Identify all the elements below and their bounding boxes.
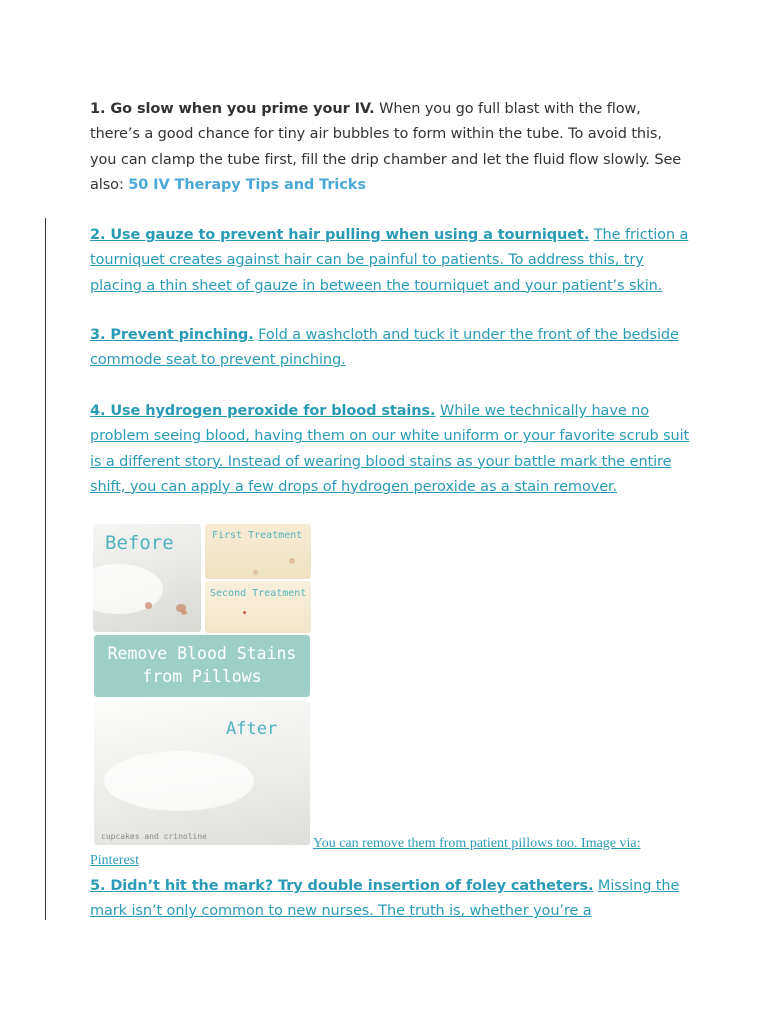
see-also-label: See also: bbox=[90, 151, 682, 193]
tip-2-heading[interactable]: 2. Use gauze to prevent hair pulling when using a tourniquet. bbox=[90, 227, 590, 243]
blood-stain-collage-image[interactable] bbox=[93, 522, 311, 846]
tip-1-paragraph bbox=[90, 97, 690, 198]
image-caption-link[interactable]: You can remove them from patient pillows too. Image via: bbox=[313, 836, 641, 851]
pinterest-link[interactable]: Pinterest bbox=[90, 853, 139, 868]
banner-line-2: from Pillows bbox=[142, 667, 262, 686]
tip-2-paragraph bbox=[90, 223, 690, 299]
first-treatment-photo bbox=[205, 524, 311, 579]
tip-3-paragraph bbox=[90, 323, 690, 374]
banner-line-1: Remove Blood Stains bbox=[107, 644, 297, 663]
remove-blood-stains-banner bbox=[94, 635, 310, 697]
tip-3-heading[interactable]: 3. Prevent pinching. bbox=[90, 327, 254, 343]
see-also-link[interactable]: 50 IV Therapy Tips and Tricks bbox=[128, 176, 366, 193]
tip-5-heading[interactable]: 5. Didn’t hit the mark? Try double insertion of foley catheters. bbox=[90, 878, 594, 894]
first-treatment-label: First Treatment bbox=[212, 530, 303, 541]
after-label: After bbox=[226, 719, 278, 739]
tip-4-heading[interactable]: 4. Use hydrogen peroxide for blood stains. bbox=[90, 403, 436, 419]
tip-4-body[interactable]: While we technically have no problem seeing blood, having them on our white uniform or your favorite scrub suit is a different story. Instead of wearing blood stains as your battle mark the entire shift, you can apply a few drops of hydrogen peroxide as a stain remover. bbox=[90, 403, 690, 495]
before-label: Before bbox=[105, 532, 174, 554]
before-pillow-photo bbox=[93, 524, 201, 632]
tip-5-paragraph bbox=[90, 874, 690, 925]
tip-1-body: When you go full blast with the flow, there’s a good chance for tiny air bubbles to form within the tube. To avoid this, you can clamp the tube first, fill the drip chamber and let the fluid flow slowly. bbox=[90, 101, 662, 168]
left-margin-rule bbox=[45, 218, 46, 920]
tip-3-body[interactable]: Fold a washcloth and tuck it under the front of the bedside commode seat to prevent pinching. bbox=[90, 327, 679, 369]
tip-5-body[interactable]: Missing the mark isn’t only common to new nurses. The truth is, whether you’re a bbox=[90, 878, 680, 920]
tip-1-heading: 1. Go slow when you prime your IV. bbox=[90, 101, 375, 117]
second-treatment-photo bbox=[205, 581, 311, 633]
after-pillow-photo bbox=[94, 701, 310, 845]
tip-4-paragraph bbox=[90, 399, 690, 500]
second-treatment-label: Second Treatment bbox=[210, 588, 307, 599]
tip-2-body[interactable]: The friction a tourniquet creates against hair can be painful to patients. To address this, try placing a thin sheet of gauze in between the tourniquet and your patient’s skin. bbox=[90, 227, 689, 294]
image-watermark: cupcakes and crinoline bbox=[101, 832, 207, 841]
